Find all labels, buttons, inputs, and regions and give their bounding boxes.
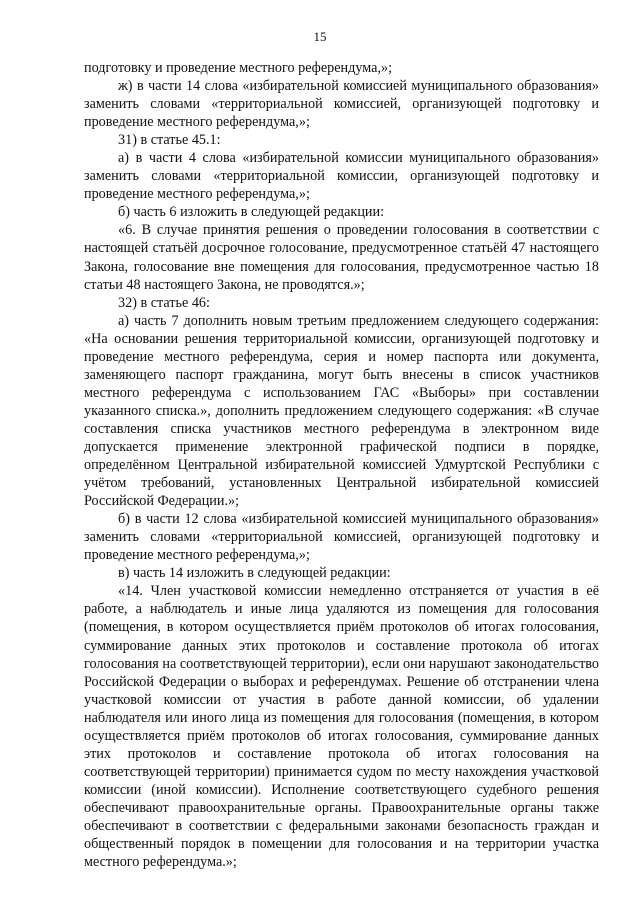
paragraph-item-a: а) в части 4 слова «избирательной комиссии муниципального образования» заменить словами «территориальной комиссии, организующей подготовку и проведение местного референдума,»; [84,150,599,203]
paragraph-continuation: подготовку и проведение местного референдума,»; [84,60,393,76]
paragraph-quote-part-14: «14. Член участковой комиссии немедленно отстраняется от участия в её работе, а наблюдатель и иные лица удаляются из помещения для голосования (помещения, в котором осуществляется приём протоколов об итогах голосования, суммирование данных этих протоколов и составление протокола об итогах голосования на соответствующей территории), если они нарушают законодательство Российской Федерации о выборах и референдумах. Решение об отстранении члена участковой комиссии от участия в работе данной комиссии, об удалении наблюдателя или иного лица из помещения для голосования (помещения, в котором осуществляется приём протоколов об итогах голосования, суммирование данных этих протоколов и составление протокола об итогах голосования на соответствующей территории) принимается судом по месту нахождения участковой комиссии (иной комиссии). Исполнение соответствующего судебного решения обеспечивают правоохранительные органы. Правоохранительные органы также обеспечивают в соответствии с федеральными законами безопасность граждан и общественный порядок в помещении для голосования и на территории участка местного референдума.»; [84,583,599,871]
paragraph-item-zh: ж) в части 14 слова «избирательной комиссией муниципального образования» заменить словами «территориальной комиссией, организующей подготовку и проведение местного референдума,»; [84,78,599,131]
paragraph-item-b: б) часть 6 изложить в следующей редакции: [118,204,385,221]
document-body [84,59,599,871]
paragraph-item-b-part-12: б) в части 12 слова «избирательной комиссией муниципального образования» заменить словами «территориальной комиссией, организующей подготовку и проведение местного референдума,»; [84,511,599,564]
page-number: 15 [313,29,327,44]
paragraph-quote-part-6: «6. В случае принятия решения о проведении голосования в соответствии с настоящей статьёй досрочное голосование, предусмотренное статьёй 47 настоящего Закона, голосование вне помещения для голосования, предусмотренное частью 18 статьи 48 настоящего Закона, не проводятся.»; [84,222,599,293]
paragraph-item-a-part-7: а) часть 7 дополнить новым третьим предложением следующего содержания: «На основании решения территориальной комиссии, организующей подготовку и проведение местного референдума, серия и номер паспорта или документа, заменяющего паспорт гражданина, могут быть внесены в список участников местного референдума с использованием ГАС «Выборы» при составлении указанного списка.», дополнить предложением следующего содержания: «В случае составления списка участников местного референдума в электронном виде допускается применение электронной графической подписи в порядке, определённом Центральной избирательной комиссией Удмуртской Республики с учётом требований, установленных Центральной избирательной комиссией Российской Федерации.»; [84,312,599,510]
paragraph-section-32: 32) в статье 46: [118,294,210,311]
paragraph-item-v: в) часть 14 изложить в следующей редакции: [118,565,391,582]
paragraph-section-31: 31) в статье 45.1: [118,132,221,149]
